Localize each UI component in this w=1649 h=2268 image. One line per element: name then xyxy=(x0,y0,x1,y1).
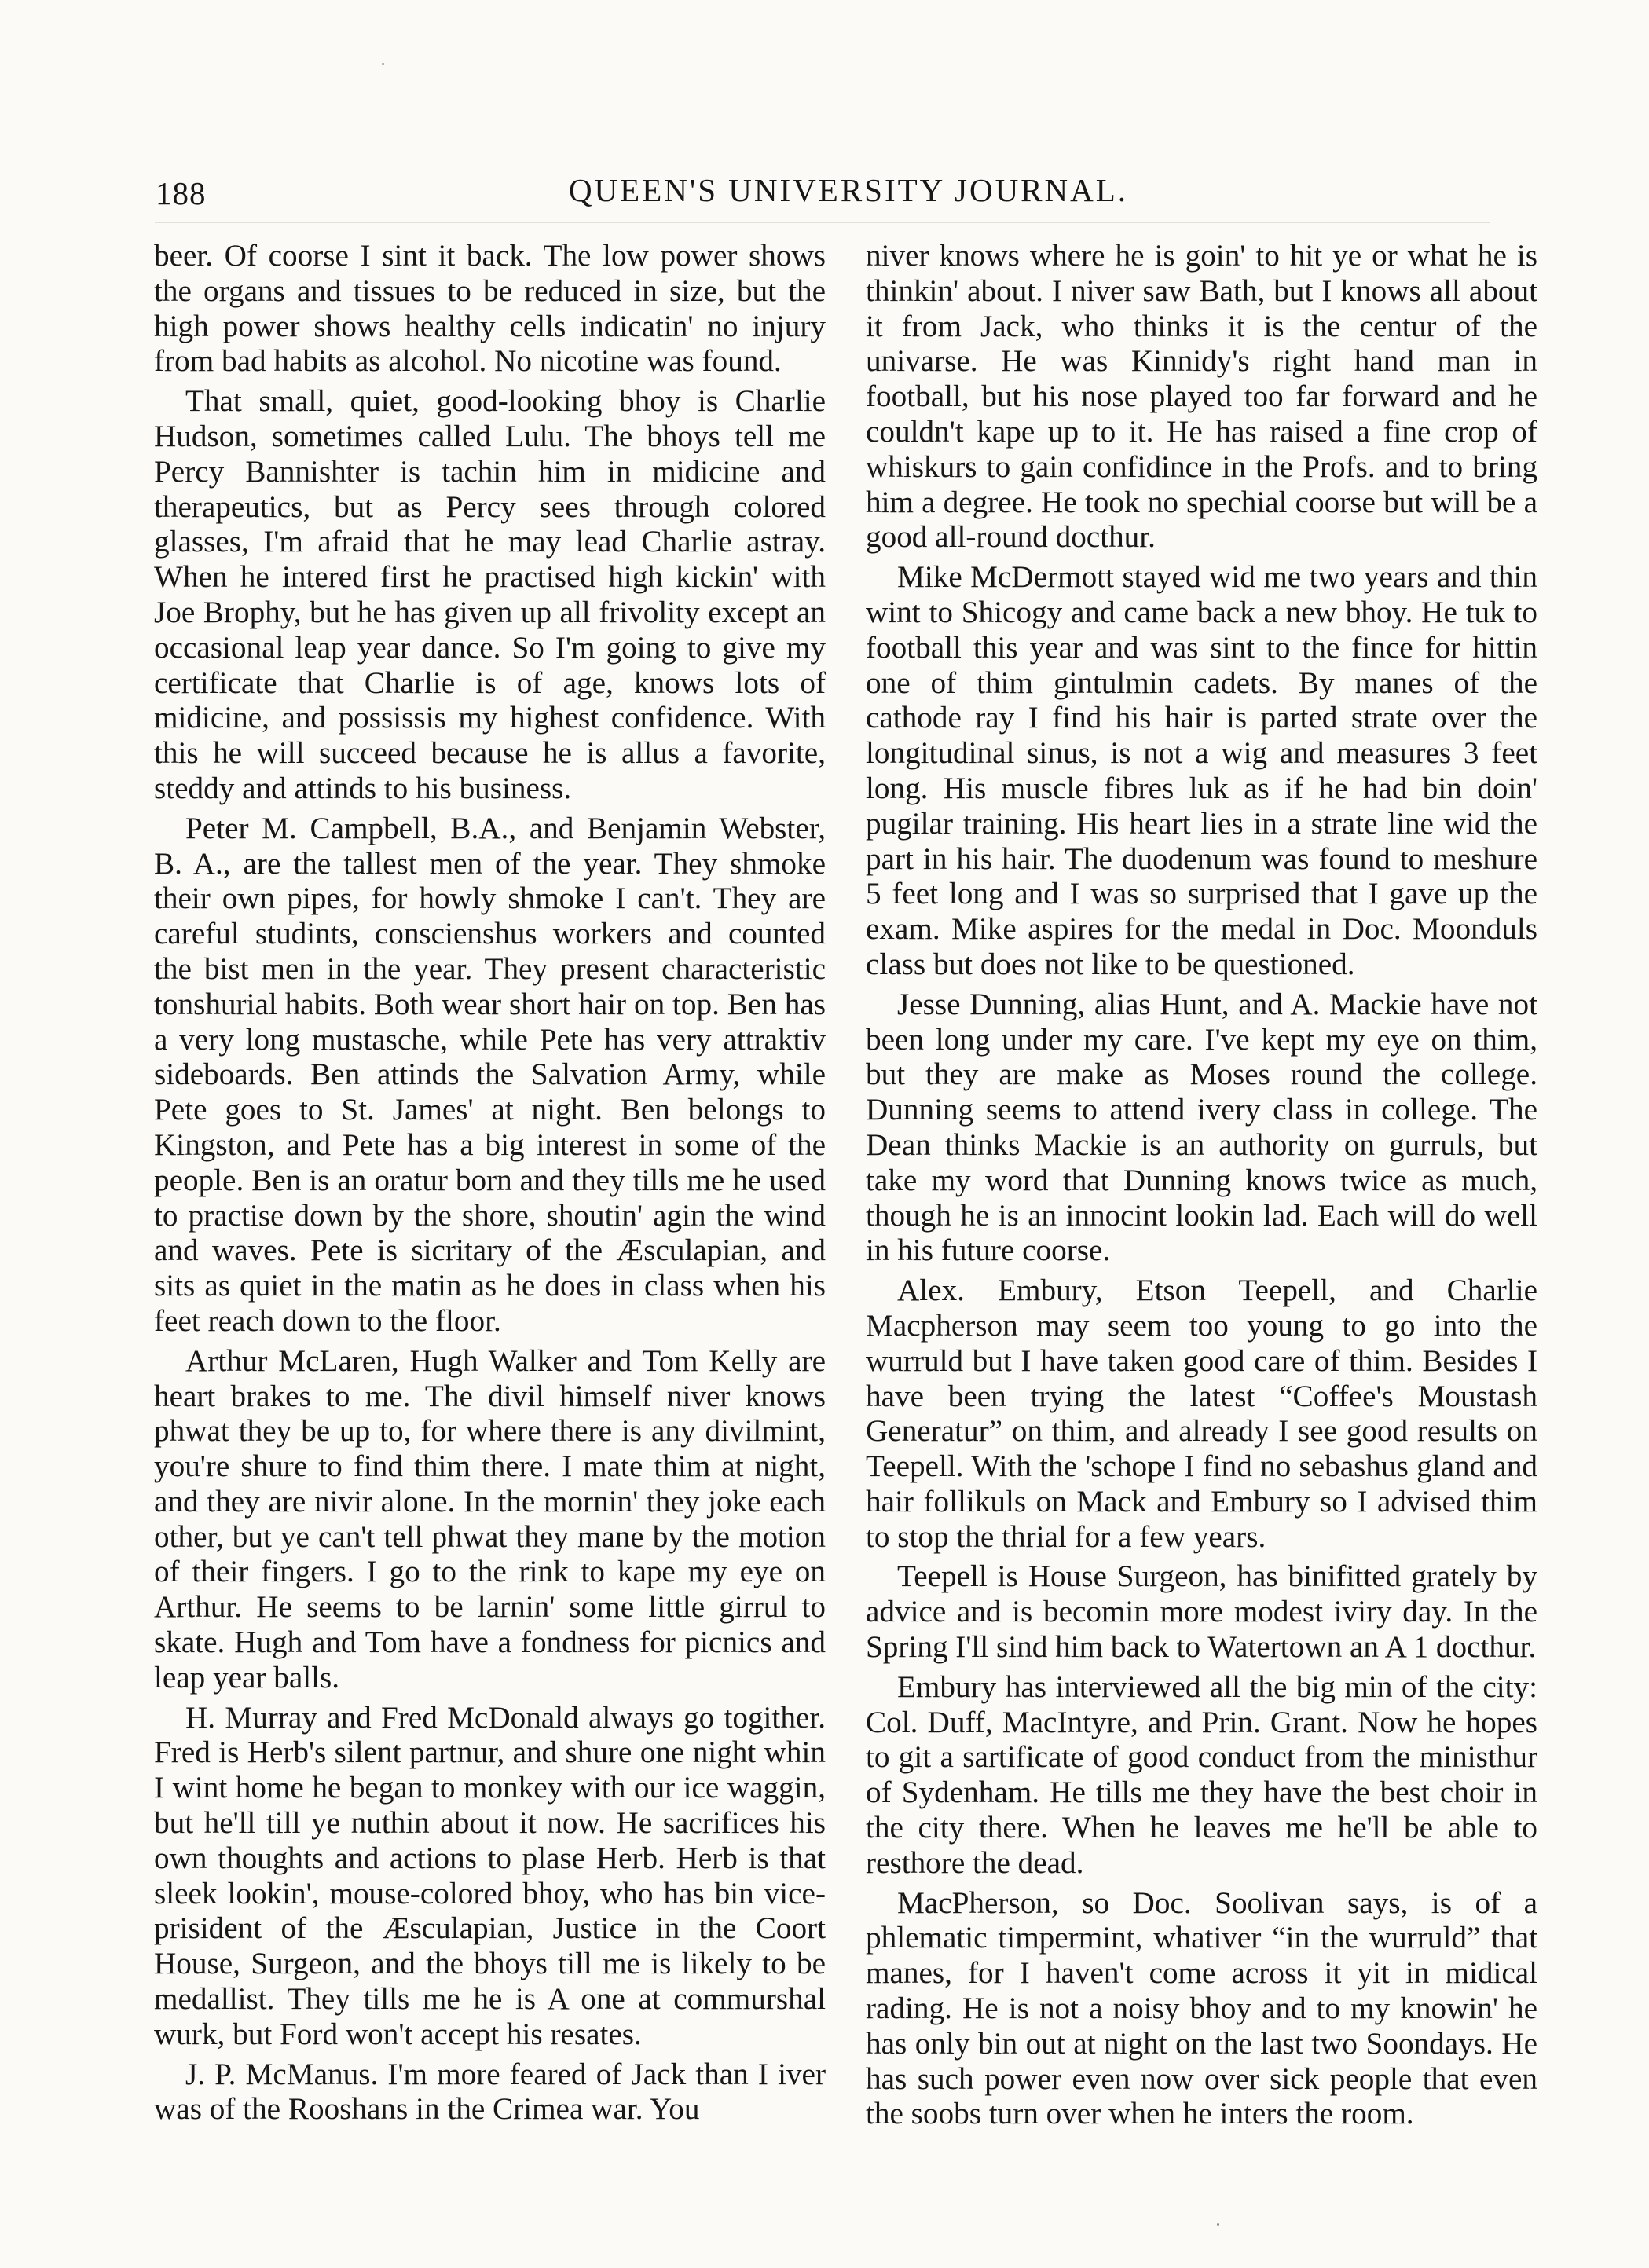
paragraph-embury: Embury has interviewed all the big min of the city: Col. Duff, MacIntyre, and Prin. Grant. Now he hopes to git a sartificate of good conduct from the ministhur of Sydenham. He tills me they have the best choir in the city there. When he leaves me he'll be able to resthore the dead. xyxy=(866,1669,1537,1880)
left-column xyxy=(154,239,826,2132)
print-speck xyxy=(382,63,384,65)
paragraph-campbell-webster: Peter M. Campbell, B.A., and Benjamin Webster, B. A., are the tallest men of the year. They shmoke their own pipes, for howly shmoke I can't. They are careful studints, conscienshus workers and counted the bist men in the year. They present characteristic tonshurial habits. Both wear short hair on top. Ben has a very long mustasche, while Pete has very attraktiv sideboards. Ben attinds the Salvation Army, while Pete goes to St. James' at night. Ben belongs to Kingston, and Pete has a big interest in some of the people. Ben is an oratur born and they tills me he used to practise down by the shore, shoutin' agin the wind and waves. Pete is sicritary of the Æsculapian, and sits as quiet in the matin as he does in class when his feet reach down to the floor. xyxy=(154,811,826,1338)
paragraph-mcmanus-continued: niver knows where he is goin' to hit ye or what he is thinkin' about. I niver saw Bath, but I knows all about it from Jack, who thinks it is the centur of the univarse. He was Kinnidy's right hand man in football, but his nose played too far forward and he couldn't kape up to it. He has raised a fine crop of whiskurs to gain confidince in the Profs. and to bring him a degree. He took no spechial coorse but will be a good all-round docthur. xyxy=(866,239,1537,555)
print-speck xyxy=(1217,2223,1219,2226)
paragraph-dunning-mackie: Jesse Dunning, alias Hunt, and A. Mackie have not been long under my care. I've kept my eye on thim, but they are make as Moses round the college. Dunning seems to attend ivery class in college. The Dean thinks Mackie is an authority on gurruls, but take my word that Dunning knows twice as much, though he is an innocint lookin lad. Each will do well in his future coorse. xyxy=(866,987,1537,1268)
paragraph-mcdermott: Mike McDermott stayed wid me two years and thin wint to Shicogy and came back a new bhoy. He tuk to football this year and was sint to the fince for hittin one of thim gintulmin cadets. By manes of the cathode ray I find his hair is parted strate over the longitudinal sinus, is not a wig and measures 3 feet long. His muscle fibres luk as if he had bin doin' pugilar training. His heart lies in a strate line wid the part in his hair. The duodenum was found to meshure 5 feet long and I was so surprised that I gave up the exam. Mike aspires for the medal in Doc. Moonduls class but does not like to be questioned. xyxy=(866,560,1537,981)
paragraph-mclaren-walker-kelly: Arthur McLaren, Hugh Walker and Tom Kelly are heart brakes to me. The divil himself niver knows phwat they be up to, for where there is any divilmint, you're shure to find thim there. I mate thim at night, and they are nivir alone. In the mornin' they joke each other, but ye can't tell phwat they mane by the motion of their fingers. I go to the rink to kape my eye on Arthur. He seems to be larnin' some little girrul to skate. Hugh and Tom have a fondness for picnics and leap year balls. xyxy=(154,1343,826,1695)
paragraph-macpherson: MacPherson, so Doc. Soolivan says, is of a phlematic timpermint, whativer “in the wurruld” that manes, for I haven't come across it yit in midical rading. He is not a noisy bhoy and to my knowin' he has only bin out at night on the last two Soondays. He has such power even now over sick people that even the soobs turn over when he inters the room. xyxy=(866,1885,1537,2131)
paragraph-hudson: That small, quiet, good-looking bhoy is Charlie Hudson, sometimes called Lulu. The bhoys tell me Percy Bannishter is tachin him in midicine and therapeutics, but as Percy sees through colored glasses, I'm afraid that he may lead Charlie astray. When he intered first he practised high kickin' with Joe Brophy, but he has given up all frivolity except an occasional leap year dance. So I'm going to give my certificate that Charlie is of age, knows lots of midicine, and possissis my highest confidence. With this he will succeed because he is allus a favorite, steddy and attinds to his business. xyxy=(154,384,826,805)
page-number: 188 xyxy=(156,175,207,211)
right-column xyxy=(866,239,1537,2137)
running-head: QUEEN'S UNIVERSITY JOURNAL. xyxy=(568,172,1129,208)
paragraph-embury-teepell-macpherson: Alex. Embury, Etson Teepell, and Charlie Macpherson may seem too young to go into the wurruld but I have taken good care of thim. Besides I have been trying the latest “Coffee's Moustash Generatur” on thim, and already I see good results on Teepell. With the 'schope I find no sebashus gland and hair follikuls on Mack and Embury so I advised thim to stop the thrial for a few years. xyxy=(866,1273,1537,1554)
paragraph-murray-mcdonald: H. Murray and Fred McDonald always go togither. Fred is Herb's silent partnur, and shure one night whin I wint home he began to monkey with our ice waggin, but he'll till ye nuthin about it now. He sacrifices his own thoughts and actions to plase Herb. Herb is that sleek lookin', mouse-colored bhoy, who has bin vice-prisident of the Æsculapian, Justice in the Coort House, Surgeon, and the bhoys till me is likely to be medallist. They tills me he is A one at commurshal wurk, but Ford won't accept his resates. xyxy=(154,1700,826,2051)
paragraph-teepell: Teepell is House Surgeon, has binifitted grately by advice and is becomin more modest iviry day. In the Spring I'll sind him back to Watertown an A 1 docthur. xyxy=(866,1559,1537,1665)
header-rule xyxy=(155,222,1490,223)
paragraph-continuation: beer. Of coorse I sint it back. The low power shows the organs and tissues to be reduced in size, but the high power shows healthy cells indicatin' no injury from bad habits as alcohol. No nicotine was found. xyxy=(154,239,826,379)
paragraph-mcmanus: J. P. McManus. I'm more feared of Jack than I iver was of the Rooshans in the Crimea war. You xyxy=(154,2057,826,2127)
